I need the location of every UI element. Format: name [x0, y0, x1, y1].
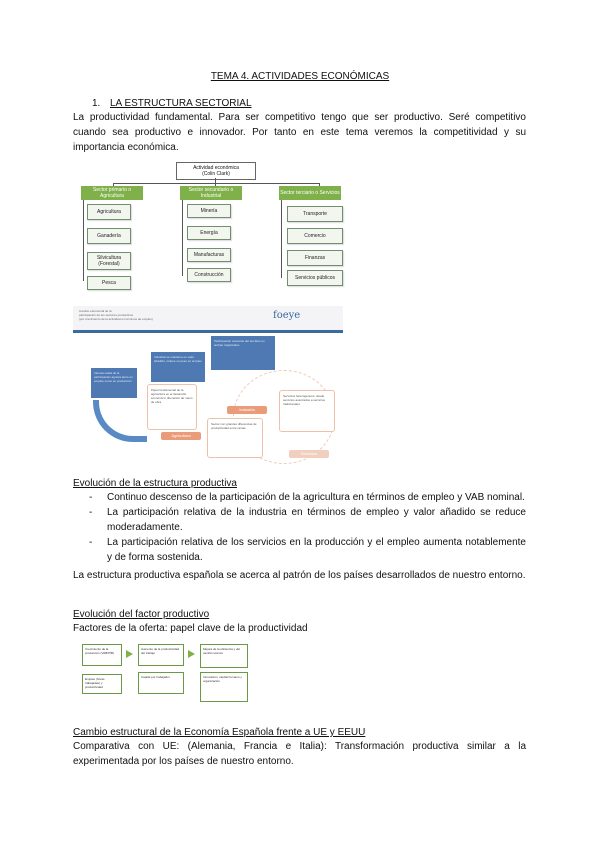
- section-number: 1.: [92, 98, 101, 109]
- secondary-item: Construcción: [187, 268, 231, 282]
- intro-paragraph: La productividad fundamental. Para ser competitivo tengo que ser productivo. Seré competitivo cuando sea productivo e innovador. Por tanto en este tema veremos la competitividad y su importancia económica.: [73, 112, 526, 153]
- arrow-right-icon: [126, 650, 133, 658]
- connector: [113, 183, 319, 184]
- connector: [182, 200, 183, 276]
- primary-item: Silvicultura (Forestal): [87, 252, 131, 270]
- flow-step: Crecimiento de la producción (VAB/PIB): [82, 644, 122, 666]
- structural-change-text: Comparativa con UE: (Alemania, Francia e Italia): Transformación productiva similar a la experimentada por los países de nuestro entorno.: [73, 741, 526, 767]
- primary-item: Pesca: [87, 276, 131, 290]
- secondary-item: Manufacturas: [187, 248, 231, 262]
- callout-industry: Industria se mantiene en valor añadido, reduce su peso en empleo: [151, 352, 205, 382]
- callout-agriculture: Intensa caída de la participación agraria tanto en empleo como en producción: [91, 368, 137, 398]
- figure-banner: [73, 306, 343, 333]
- connector: [281, 200, 282, 278]
- sector-diagram: [73, 160, 365, 292]
- callout-services: Participación creciente del terciario en ambas magnitudes: [211, 336, 275, 370]
- bullet-item: - La participación relativa de los servicios en la producción y el empleo aumenta notablemente y de forma sostenida.: [89, 537, 526, 563]
- root-label: Actividad económica: [193, 165, 239, 171]
- primary-sector-header: Sector primario o Agricultura: [81, 186, 143, 200]
- flow-detail: Capital por trabajador: [138, 672, 184, 694]
- note-agriculture: Papel fundamental de la agricultura en el desarrollo económico: liberación de mano de obra: [147, 384, 197, 430]
- root-box: [176, 162, 256, 180]
- arrow-right-icon: [188, 650, 195, 658]
- flow-step: Aumento de la productividad del trabajo: [138, 644, 184, 666]
- evolution-bullets: [73, 490, 526, 565]
- evolution-closing: La estructura productiva española se acerca al patrón de los países desarrollados de nuestro entorno.: [73, 570, 526, 581]
- bullet-item: - La participación relativa de la industria en términos de empleo y valor añadido se reduce moderadamente.: [89, 507, 526, 533]
- flow-detail: Innovación, capital humano y organización: [200, 672, 248, 702]
- evolution-heading: Evolución de la estructura productiva: [73, 478, 237, 489]
- connector: [83, 200, 84, 281]
- page-title: TEMA 4. ACTIVIDADES ECONÓMICAS: [210, 71, 390, 82]
- tertiary-item: Transporte: [287, 206, 343, 222]
- tag-agriculture: Agricultura: [161, 432, 201, 440]
- flow-step: Mejora de la eficiencia y del cambio técnico: [200, 644, 248, 668]
- factor-heading: Evolución del factor productivo: [73, 609, 210, 620]
- root-sublabel: (Colin Clark): [202, 171, 230, 177]
- productivity-diagram: [80, 642, 255, 710]
- tertiary-item: Servicios públicos: [287, 270, 343, 286]
- secondary-sector-header: Sector secundario o Industrial: [180, 186, 242, 200]
- section-heading: LA ESTRUCTURA SECTORIAL: [110, 98, 252, 109]
- bullet-item: - Continuo descenso de la participación de la agricultura en términos de empleo y VAB nominal.: [89, 492, 525, 503]
- tertiary-sector-header: Sector terciario o Servicios: [279, 186, 341, 200]
- logo: foeye: [273, 310, 301, 321]
- structural-change-figure: [73, 306, 343, 468]
- secondary-item: Minería: [187, 204, 231, 218]
- primary-item: Ganadería: [87, 228, 131, 244]
- tertiary-item: Finanzas: [287, 250, 343, 266]
- curved-arrow-icon: [93, 400, 147, 442]
- flow-detail: Empleo (horas trabajadas) y productividad: [82, 674, 122, 694]
- note-industry: Sector con grandes diferencias de productividad entre ramas: [207, 418, 263, 458]
- primary-item: Agricultura: [87, 204, 131, 220]
- tag-industry: Industria: [227, 406, 267, 414]
- banner-text: Cambio estructural de la participación de los sectores productivos (por crecimiento de la actividad en términos de empleo): [79, 309, 153, 321]
- structural-change-heading: Cambio estructural de la Economía Española frente a UE y EEUU: [73, 727, 366, 738]
- tag-services: Servicios: [289, 450, 329, 458]
- note-services: Servicios heterogéneos: desde servicios avanzados a servicios tradicionales: [279, 390, 335, 432]
- tertiary-item: Comercio: [287, 228, 343, 244]
- factor-subheading: Factores de la oferta: papel clave de la productividad: [73, 623, 308, 634]
- secondary-item: Energía: [187, 226, 231, 240]
